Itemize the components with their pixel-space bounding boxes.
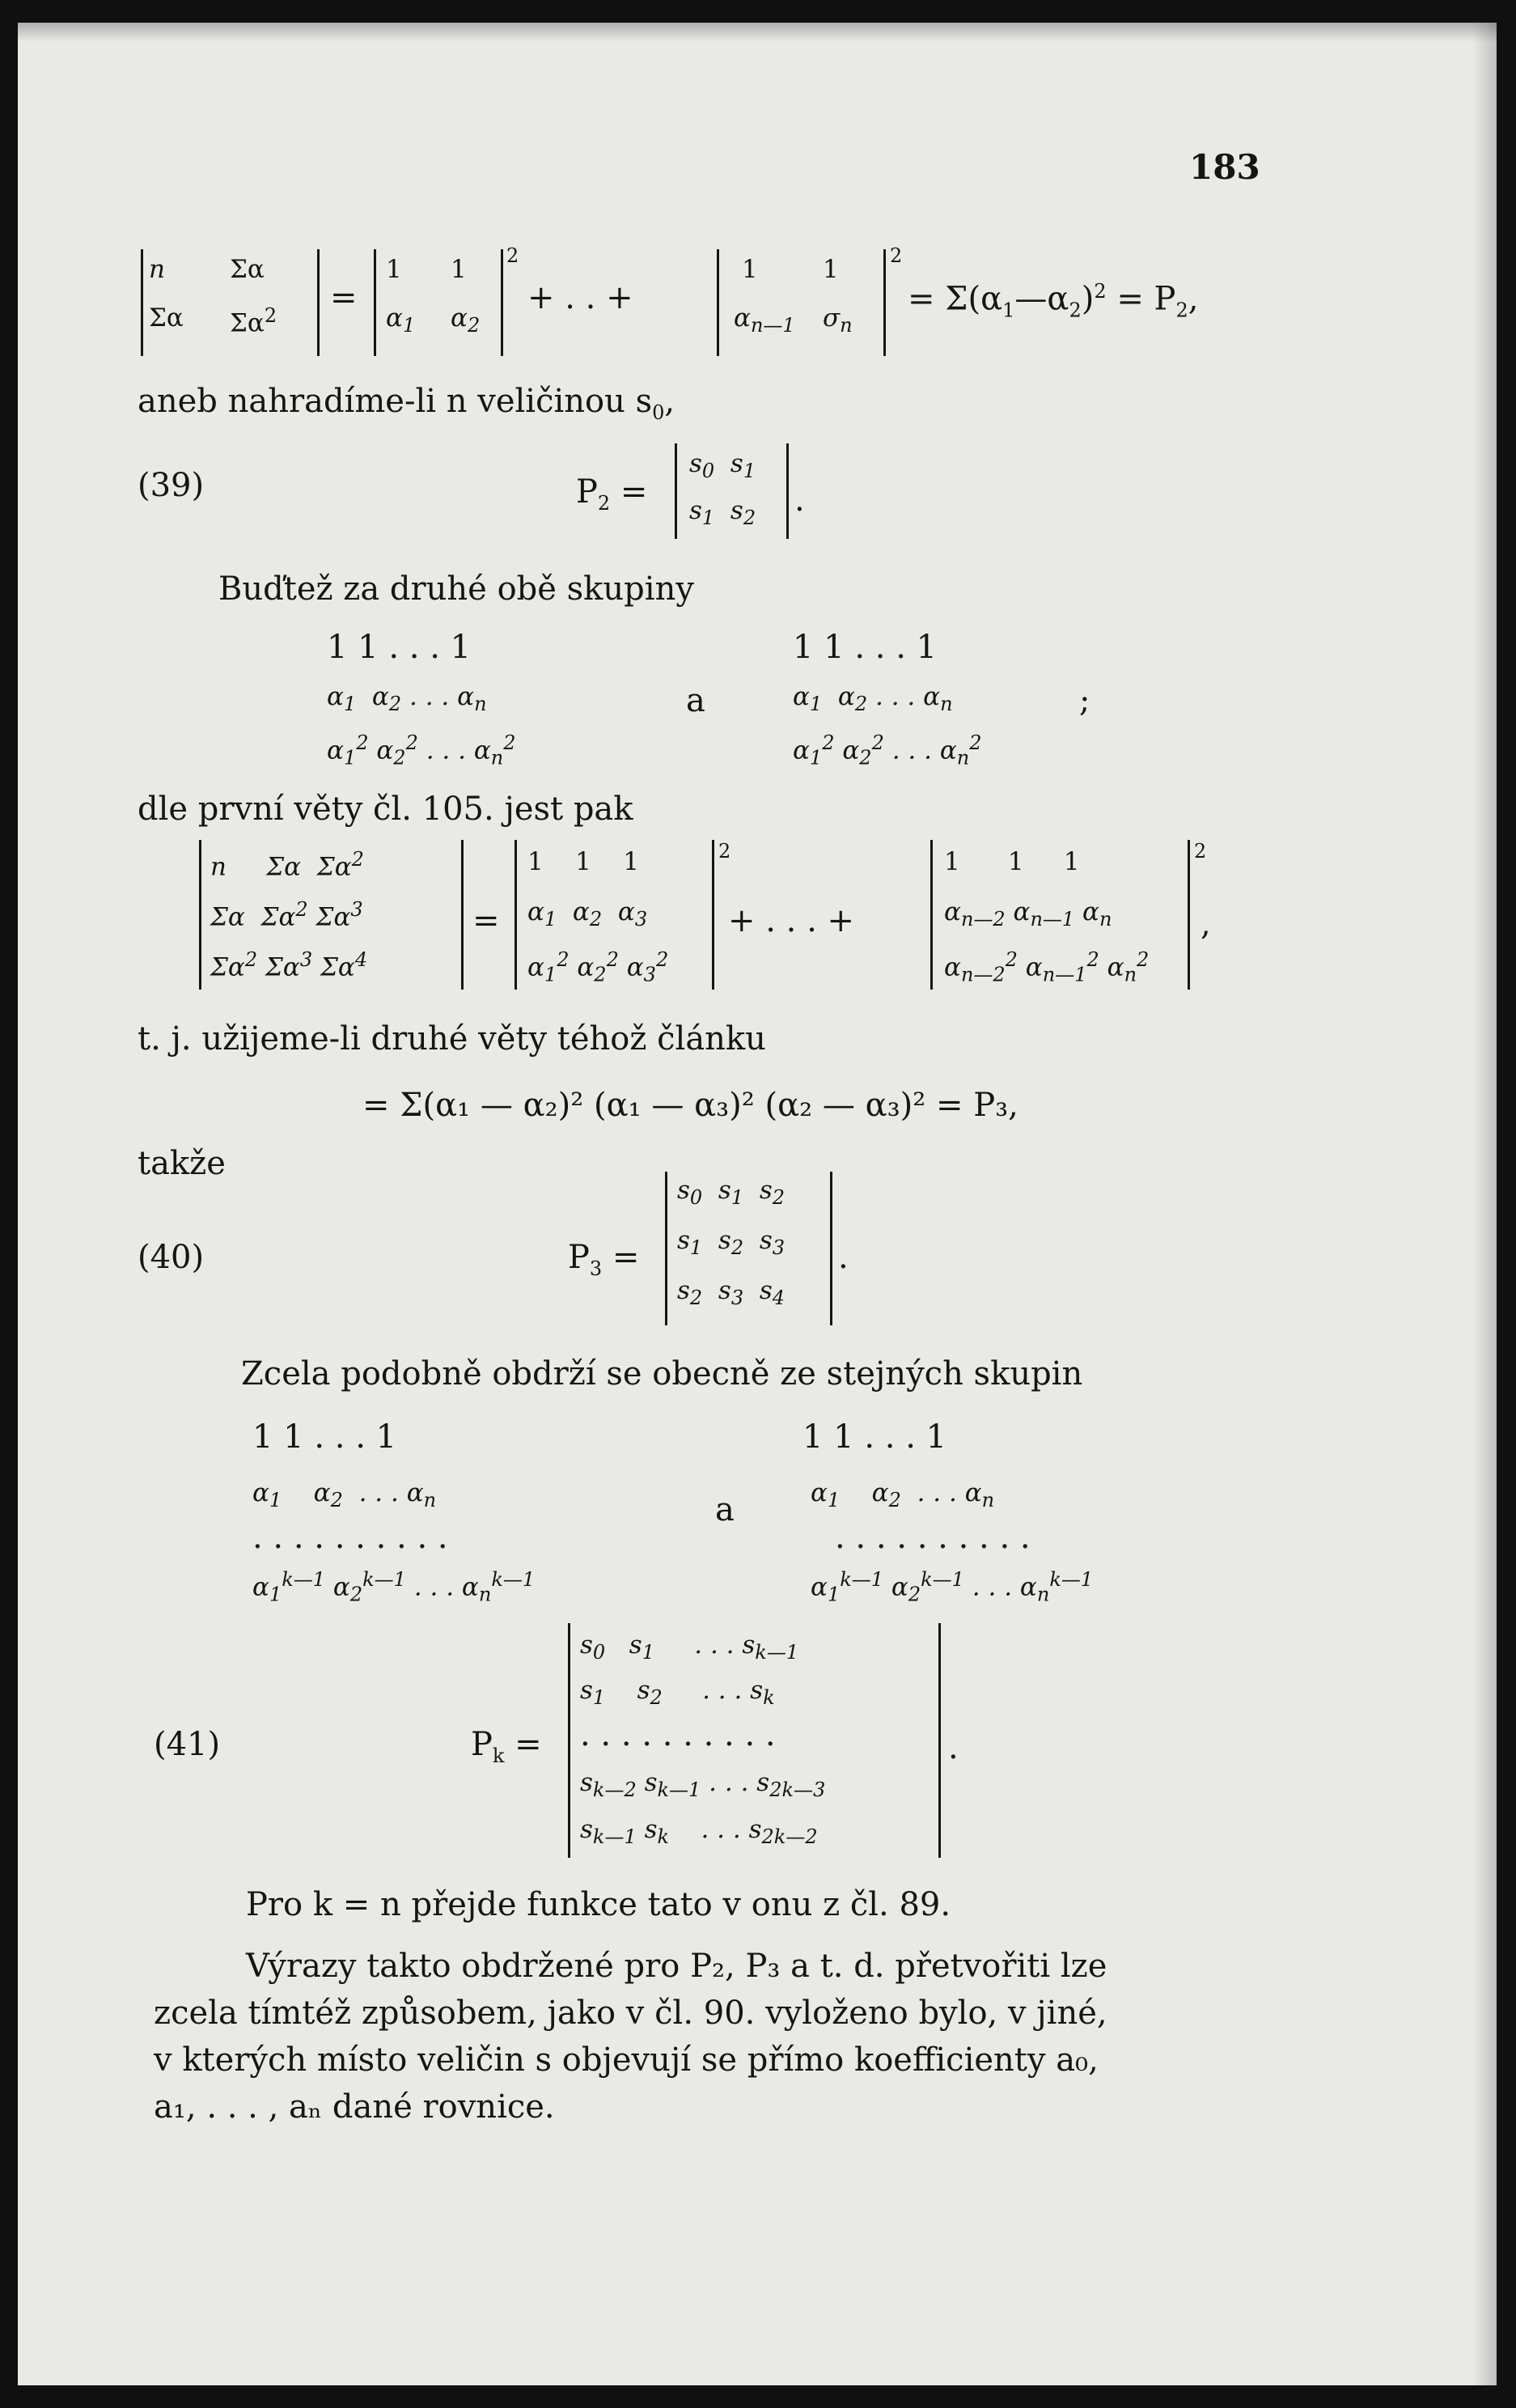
- equals-sign: =: [330, 279, 358, 316]
- matrix-cell: $s_{k—2}$ $s_{k—1}$ . . . $s_{2k—3}$: [580, 1768, 826, 1802]
- equation-rhs: = $\Sigma(\alpha_1—\alpha_2)^2 = P_2$,: [908, 280, 1199, 322]
- matrix-cell: $s_{k—1}$ $s_k$ . . . $s_{2k—2}$: [580, 1815, 818, 1849]
- equation-40-lhs: $P_3$ =: [568, 1239, 640, 1280]
- determinant-bar: [665, 1172, 667, 1325]
- text-line-aneb: aneb nahradíme-li n veličinou $s_0$,: [138, 383, 675, 424]
- matrix-cell: $\alpha_{n—2}^2$ $\alpha_{n—1}^2$ $\alpha_n^2$: [944, 948, 1150, 986]
- equation-tail: .: [948, 1729, 959, 1766]
- page-right-shadow: [1472, 23, 1497, 2385]
- determinant-bar: [830, 1172, 832, 1325]
- matrix-cell: $\sigma_n$: [823, 303, 853, 337]
- connector-a: a: [715, 1491, 735, 1528]
- matrix-cell: Σα $\Sigma\alpha^2$ $\Sigma\alpha^3$: [210, 898, 363, 932]
- group-row: 1 1 . . . 1: [252, 1418, 397, 1456]
- determinant-bar: [930, 840, 933, 990]
- equation-number-41: (41): [154, 1726, 221, 1763]
- matrix-cell: $\Sigma\alpha^2$ $\Sigma\alpha^3$ $\Sigma\alpha^4$: [210, 948, 368, 982]
- text-line-budtez: Buďtež za druhé obě skupiny: [218, 570, 694, 608]
- matrix-cell: $\alpha_1$ $\alpha_2$ $\alpha_3$: [527, 897, 648, 931]
- determinant-bar: [461, 840, 464, 990]
- semicolon: ;: [1079, 682, 1090, 719]
- equals-sign: =: [472, 902, 500, 939]
- equation-39-lhs: $P_2$ =: [576, 473, 648, 515]
- equation-number-40: (40): [138, 1239, 205, 1276]
- matrix-cell: Σα: [149, 303, 184, 333]
- matrix-cell: n: [149, 255, 165, 284]
- matrix-cell: n Σα $\Sigma\alpha^2$: [210, 848, 364, 882]
- determinant-bar: [317, 249, 320, 356]
- text-line-pro: Pro k = n přejde funkce tato v onu z čl. 89.: [246, 1886, 951, 1923]
- matrix-cell: 1: [451, 255, 467, 284]
- group-row-dots: . . . . . . . . . .: [252, 1519, 448, 1556]
- exponent: 2: [890, 244, 903, 267]
- determinant-bar: [501, 249, 503, 356]
- group-row-dots: . . . . . . . . . .: [835, 1519, 1031, 1556]
- plus-dots: + . . . +: [728, 902, 855, 939]
- group-row: 1 1 . . . 1: [802, 1418, 947, 1456]
- determinant-bar: [712, 840, 714, 990]
- matrix-cell: 1: [823, 255, 839, 284]
- determinant-bar: [374, 249, 376, 356]
- group-row: $\alpha_1^{k—1}$ $\alpha_2^{k—1}$ . . . $\alpha_n^{k—1}$: [811, 1568, 1094, 1606]
- text-line-zcela: Zcela podobně obdrží se obecně ze stejných skupin: [241, 1355, 1083, 1393]
- exponent: 2: [718, 840, 731, 863]
- matrix-cell: $\Sigma\alpha^2$: [230, 304, 277, 338]
- page-top-shadow: [18, 23, 1497, 42]
- determinant-bar: [675, 443, 677, 539]
- group-row: $\alpha_1$ $\alpha_2$ . . . $\alpha_n$: [327, 682, 487, 716]
- determinant-bar: [883, 249, 886, 356]
- equation-tail: .: [794, 481, 805, 519]
- matrix-cell: $s_1$ $s_2$ $s_3$: [677, 1226, 786, 1260]
- determinant-bar: [786, 443, 789, 539]
- group-row: $\alpha_1^2$ $\alpha_2^2$ . . . $\alpha_n^2$: [327, 731, 516, 769]
- group-row: $\alpha_1$ $\alpha_2$ . . . $\alpha_n$: [252, 1478, 437, 1512]
- matrix-cell: Σα: [230, 255, 265, 284]
- text-line-dle: dle první věty čl. 105. jest pak: [138, 791, 633, 828]
- determinant-bar: [717, 249, 719, 356]
- comma: ,: [1201, 905, 1211, 943]
- equation-tail: .: [838, 1239, 849, 1276]
- determinant-bar: [568, 1623, 570, 1858]
- exponent: 2: [506, 244, 519, 267]
- determinant-bar: [515, 840, 517, 990]
- paragraph-line: Výrazy takto obdržené pro P₂, P₃ a t. d. přetvořiti lze: [246, 1948, 1107, 1985]
- text-line-takze: takže: [138, 1145, 226, 1182]
- matrix-cell: 1: [386, 255, 402, 284]
- group-row: 1 1 . . . 1: [327, 629, 472, 666]
- equation-41-lhs: $P_k$ =: [471, 1726, 542, 1767]
- matrix-cell: $\alpha_1^2$ $\alpha_2^2$ $\alpha_3^2$: [527, 948, 669, 986]
- matrix-cell: $s_1$ $s_2$: [689, 496, 756, 530]
- matrix-cell: $s_1$ $s_2$ . . . $s_k$: [580, 1676, 775, 1710]
- equation-p3: = Σ(α₁ — α₂)² (α₁ — α₃)² (α₂ — α₃)² = P₃,: [362, 1087, 1018, 1124]
- matrix-cell: $\alpha_{n—1}$: [734, 303, 795, 337]
- matrix-cell: $\alpha_2$: [451, 303, 481, 337]
- paragraph-line: v kterých místo veličin s objevují se přímo koefficienty a₀,: [154, 2041, 1099, 2079]
- matrix-cell: 1 1 1: [944, 847, 1080, 876]
- matrix-cell: 1 1 1: [527, 847, 640, 876]
- matrix-cell: 1: [742, 255, 758, 284]
- group-row: $\alpha_1^2$ $\alpha_2^2$ . . . $\alpha_n^2$: [793, 731, 982, 769]
- book-page: [18, 23, 1497, 2385]
- matrix-dots-row: . . . . . . . . . .: [580, 1716, 776, 1753]
- page-number: 183: [1189, 147, 1260, 187]
- determinant-bar: [141, 249, 143, 356]
- paragraph-line: a₁, . . . , aₙ dané rovnice.: [154, 2088, 555, 2126]
- matrix-cell: $\alpha_{n—2}$ $\alpha_{n—1}$ $\alpha_n$: [944, 897, 1112, 931]
- group-row: $\alpha_1^{k—1}$ $\alpha_2^{k—1}$ . . . $\alpha_n^{k—1}$: [252, 1568, 536, 1606]
- determinant-bar: [1188, 840, 1190, 990]
- matrix-cell: $s_0$ $s_1$: [689, 449, 756, 483]
- matrix-cell: $s_2$ $s_3$ $s_4$: [677, 1276, 786, 1310]
- matrix-cell: $\alpha_1$: [386, 303, 416, 337]
- equation-number-39: (39): [138, 467, 205, 504]
- determinant-bar: [938, 1623, 941, 1858]
- group-row: 1 1 . . . 1: [793, 629, 938, 666]
- plus-dots: + . . +: [527, 279, 633, 316]
- determinant-bar: [199, 840, 201, 990]
- text-line-tj: t. j. užijeme-li druhé věty téhož článku: [138, 1020, 766, 1058]
- connector-a: a: [686, 682, 705, 719]
- exponent: 2: [1194, 840, 1207, 863]
- matrix-cell: $s_0$ $s_1$ . . . $s_{k—1}$: [580, 1630, 799, 1664]
- group-row: $\alpha_1$ $\alpha_2$ . . . $\alpha_n$: [811, 1478, 995, 1512]
- matrix-cell: $s_0$ $s_1$ $s_2$: [677, 1176, 786, 1210]
- paragraph-line: zcela tímtéž způsobem, jako v čl. 90. vyloženo bylo, v jiné,: [154, 1995, 1107, 2032]
- group-row: $\alpha_1$ $\alpha_2$ . . . $\alpha_n$: [793, 682, 953, 716]
